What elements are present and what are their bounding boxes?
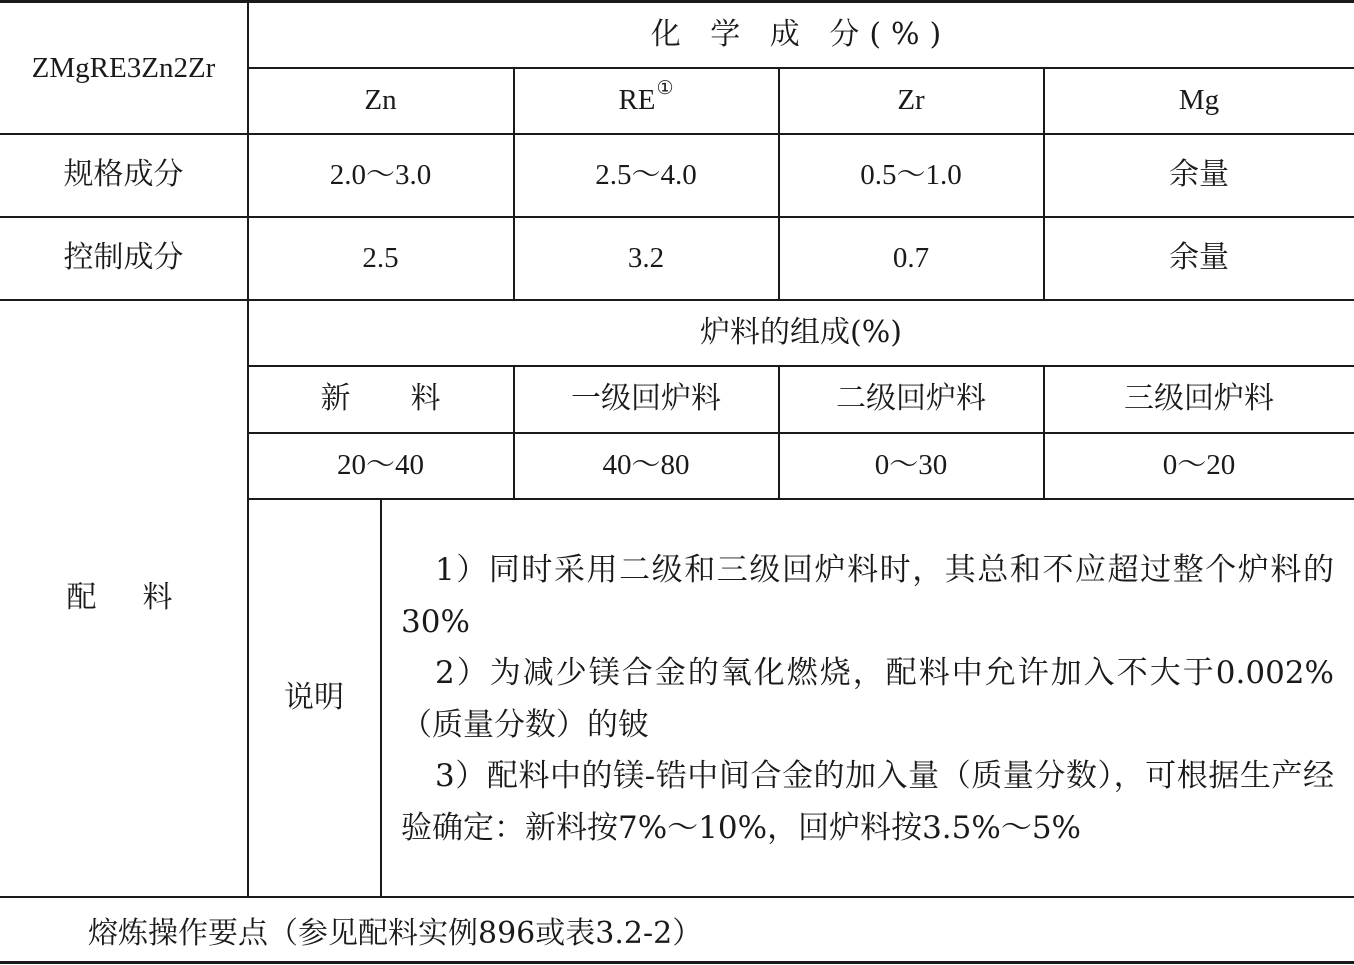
control-zn: 2.5 — [362, 241, 399, 274]
alloy-designation: ZMgRE3Zn2Zr — [31, 51, 216, 84]
spec-zr: 0.5～1.0 — [860, 158, 962, 191]
smelting-key-points: 熔炼操作要点（参见配料实例896或表3.2-2） — [88, 916, 703, 951]
composition-header: 化 学 成 分(%) — [650, 17, 952, 52]
charge-type-first-return: 一级回炉料 — [571, 381, 721, 416]
rule-note-label — [380, 498, 382, 897]
notes-block — [401, 545, 1334, 854]
control-re: 3.2 — [627, 241, 665, 274]
charge-value-first-return: 40～80 — [602, 449, 690, 481]
note-item: 2）为减少镁合金的氧化燃烧，配料中允许加入不大于0.002%（质量分数）的铍 — [401, 655, 1334, 743]
element-mg: Mg — [1178, 84, 1220, 116]
charge-value-new: 20～40 — [336, 449, 424, 481]
control-zr: 0.7 — [892, 241, 930, 274]
charge-type-second-return: 二级回炉料 — [836, 381, 986, 416]
charge-type-third-return: 三级回炉料 — [1124, 381, 1274, 416]
charge-value-third-return: 0～20 — [1162, 449, 1236, 481]
element-re-label: RE — [618, 84, 656, 116]
element-re-footnote-mark: ① — [656, 78, 674, 99]
rule-above-footer — [0, 896, 1354, 898]
spec-re: 2.5～4.0 — [595, 158, 697, 191]
charge-value-second-return: 0～30 — [874, 449, 948, 481]
batching-label: 配 料 — [66, 580, 181, 615]
note-label: 说明 — [284, 679, 344, 715]
control-row-label: 控制成分 — [63, 240, 184, 275]
note-item: 1）同时采用二级和三级回炉料时，其总和不应超过整个炉料的30% — [401, 552, 1334, 640]
charge-type-new: 新 料 — [320, 381, 441, 416]
element-zr: Zr — [897, 84, 925, 116]
note-item: 3）配料中的镁-锆中间合金的加入量（质量分数），可根据生产经验确定：新料按7%～10%，回炉料按3.5%～5% — [401, 758, 1334, 846]
element-re — [514, 68, 778, 133]
charge-header: 炉料的组成(%) — [700, 314, 902, 350]
table-bottom-rule — [0, 961, 1354, 964]
element-zn: Zn — [364, 84, 397, 116]
rule-under-charge-values — [248, 498, 1354, 500]
spec-mg: 余量 — [1169, 157, 1229, 192]
spec-row-label: 规格成分 — [63, 157, 184, 192]
spec-zn: 2.0～3.0 — [329, 158, 432, 191]
control-mg: 余量 — [1169, 240, 1229, 275]
